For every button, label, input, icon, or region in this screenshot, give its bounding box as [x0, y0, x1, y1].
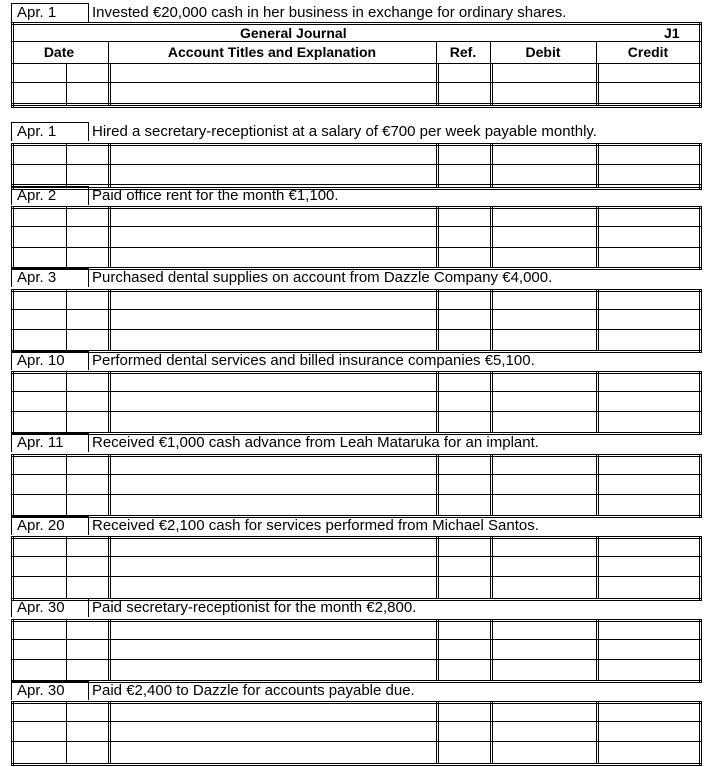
- entry-col-divider-inner: [492, 371, 493, 432]
- transaction-description: Paid office rent for the month €1,100.: [92, 187, 339, 204]
- entry-col-divider: [596, 701, 597, 763]
- transaction-box-divider: [88, 3, 89, 22]
- entry-col-divider-inner: [598, 289, 599, 350]
- grid-left-border-inner: [13, 143, 14, 190]
- grid-right-border: [701, 701, 702, 766]
- entry-col-divider: [596, 371, 597, 432]
- entry-col-divider-inner: [438, 206, 439, 267]
- header-col-divider: [596, 41, 597, 63]
- entry-col-divider-inner: [438, 454, 439, 515]
- transaction-box-left: [11, 268, 12, 287]
- col-header-account: Account Titles and Explanation: [167, 44, 377, 60]
- entry-col-divider: [490, 289, 491, 350]
- entry-col-divider-inner: [492, 536, 493, 598]
- entry-col-divider: [596, 206, 597, 267]
- entry-col-divider: [490, 371, 491, 432]
- entry-col-divider: [436, 454, 437, 515]
- grid-left-border: [11, 619, 12, 683]
- entry-col-divider-inner: [110, 289, 111, 350]
- transaction-description: Purchased dental supplies on account from Dazzle Company €4,000.: [92, 269, 553, 286]
- entry-col-divider: [436, 701, 437, 763]
- entry-col-divider: [596, 289, 597, 350]
- transaction-description: Invested €20,000 cash in her business in exchange for ordinary shares.: [92, 4, 567, 21]
- entry-col-divider-inner: [492, 454, 493, 515]
- grid-bottom-border: [11, 350, 701, 351]
- entry-col-divider: [436, 371, 437, 432]
- entry-col-divider-inner: [492, 206, 493, 267]
- grid-right-border-inner: [699, 22, 700, 108]
- transaction-description: Paid €2,400 to Dazzle for accounts payable due.: [92, 682, 415, 699]
- grid-right-border: [701, 619, 702, 683]
- transaction-box-left: [11, 122, 12, 141]
- entry-col-divider: [436, 536, 437, 598]
- entry-col-divider: [108, 701, 109, 763]
- grid-right-border: [701, 22, 702, 108]
- transaction-description: Received €2,100 cash for services performed from Michael Santos.: [92, 517, 539, 534]
- grid-right-border: [701, 371, 702, 435]
- header-col-divider: [436, 41, 437, 63]
- transaction-box-left: [11, 351, 12, 370]
- grid-left-border-inner: [13, 454, 14, 518]
- transaction-box-divider: [88, 122, 89, 141]
- entry-col-divider: [66, 371, 67, 432]
- col-header-date: Date: [43, 44, 75, 60]
- grid-bottom-border: [11, 680, 701, 681]
- entry-col-divider-inner: [492, 701, 493, 763]
- header-col-divider: [108, 41, 109, 63]
- entry-col-divider: [436, 63, 437, 105]
- transaction-box-divider: [88, 598, 89, 617]
- entry-col-divider-inner: [438, 289, 439, 350]
- grid-left-border: [11, 206, 12, 270]
- entry-col-divider-inner: [598, 63, 599, 105]
- header-row-line: [11, 41, 701, 42]
- entry-col-divider-inner: [110, 701, 111, 763]
- grid-right-border: [701, 143, 702, 190]
- entry-col-divider-inner: [110, 454, 111, 515]
- transaction-box-divider: [88, 433, 89, 452]
- transaction-box-divider: [88, 351, 89, 370]
- journal-page-ref: J1: [664, 25, 680, 41]
- entry-col-divider: [108, 454, 109, 515]
- grid-bottom-border-inner: [11, 107, 701, 108]
- entry-col-divider: [108, 536, 109, 598]
- grid-right-border: [701, 454, 702, 518]
- grid-right-border-inner: [699, 143, 700, 190]
- grid-left-border: [11, 371, 12, 435]
- transaction-description: Paid secretary-receptionist for the month €2,800.: [92, 599, 417, 616]
- entry-col-divider: [490, 454, 491, 515]
- grid-bottom-border-inner: [11, 765, 701, 766]
- transaction-date: Apr. 3: [17, 269, 57, 286]
- transaction-box-left: [11, 681, 12, 700]
- grid-left-border-inner: [13, 701, 14, 766]
- entry-col-divider: [108, 63, 109, 105]
- grid-top-border: [11, 22, 701, 23]
- header-col-divider: [490, 41, 491, 63]
- entry-col-divider: [596, 619, 597, 680]
- grid-right-border-inner: [699, 371, 700, 435]
- entry-col-divider: [436, 289, 437, 350]
- grid-top-border-inner: [11, 24, 701, 25]
- entry-col-divider-inner: [598, 454, 599, 515]
- transaction-date: Apr. 2: [17, 187, 57, 204]
- transaction-box-divider: [88, 186, 89, 205]
- entry-col-divider-inner: [598, 619, 599, 680]
- transaction-date: Apr. 30: [17, 599, 65, 616]
- transaction-box-divider: [88, 681, 89, 700]
- entry-col-divider: [108, 206, 109, 267]
- entry-col-divider-inner: [492, 289, 493, 350]
- grid-right-border-inner: [699, 619, 700, 683]
- transaction-description: Hired a secretary-receptionist at a salary of €700 per week payable monthly.: [92, 123, 597, 140]
- entry-col-divider: [66, 289, 67, 350]
- grid-right-border: [701, 206, 702, 270]
- entry-col-divider-inner: [492, 63, 493, 105]
- transaction-date: Apr. 10: [17, 352, 65, 369]
- entry-col-divider-inner: [110, 619, 111, 680]
- entry-col-divider: [66, 63, 67, 105]
- entry-col-divider: [490, 619, 491, 680]
- grid-right-border-inner: [699, 536, 700, 601]
- transaction-box-left: [11, 516, 12, 535]
- entry-col-divider-inner: [598, 143, 599, 187]
- transaction-box-left: [11, 186, 12, 205]
- grid-right-border-inner: [699, 206, 700, 270]
- entry-col-divider: [66, 206, 67, 267]
- transaction-description: Received €1,000 cash advance from Leah Mataruka for an implant.: [92, 434, 539, 451]
- grid-right-border-inner: [699, 454, 700, 518]
- grid-left-border-inner: [13, 371, 14, 435]
- grid-left-border: [11, 536, 12, 601]
- entry-col-divider-inner: [110, 63, 111, 105]
- entry-col-divider: [66, 143, 67, 187]
- grid-bottom-border: [11, 105, 701, 106]
- transaction-date: Apr. 30: [17, 682, 65, 699]
- entry-col-divider: [436, 206, 437, 267]
- entry-col-divider: [436, 143, 437, 187]
- entry-col-divider-inner: [438, 536, 439, 598]
- grid-right-border: [701, 536, 702, 601]
- entry-col-divider: [490, 536, 491, 598]
- entry-col-divider: [66, 619, 67, 680]
- entry-col-divider: [596, 143, 597, 187]
- grid-bottom-border: [11, 763, 701, 764]
- entry-col-divider: [596, 454, 597, 515]
- transaction-description: Performed dental services and billed insurance companies €5,100.: [92, 352, 535, 369]
- grid-bottom-border: [11, 432, 701, 433]
- entry-col-divider-inner: [110, 371, 111, 432]
- grid-left-border-inner: [13, 289, 14, 353]
- transaction-box-divider: [88, 268, 89, 287]
- entry-col-divider: [108, 619, 109, 680]
- entry-col-divider: [596, 536, 597, 598]
- entry-col-divider: [436, 619, 437, 680]
- grid-left-border: [11, 289, 12, 353]
- grid-right-border-inner: [699, 701, 700, 766]
- entry-col-divider: [490, 63, 491, 105]
- entry-col-divider-inner: [110, 206, 111, 267]
- entry-col-divider-inner: [110, 536, 111, 598]
- grid-left-border: [11, 22, 12, 108]
- col-header-ref: Ref.: [449, 44, 477, 60]
- entry-col-divider-inner: [598, 371, 599, 432]
- entry-col-divider-inner: [110, 143, 111, 187]
- grid-left-border-inner: [13, 619, 14, 683]
- entry-col-divider: [490, 206, 491, 267]
- col-header-debit: Debit: [525, 44, 561, 60]
- grid-left-border-inner: [13, 22, 14, 108]
- entry-col-divider-inner: [438, 701, 439, 763]
- transaction-date: Apr. 1: [17, 123, 57, 140]
- entry-col-divider: [108, 371, 109, 432]
- entry-col-divider-inner: [438, 371, 439, 432]
- entry-col-divider-inner: [492, 619, 493, 680]
- journal-title: General Journal: [240, 25, 347, 41]
- transaction-date: Apr. 20: [17, 517, 65, 534]
- grid-left-border-inner: [13, 206, 14, 270]
- entry-col-divider-inner: [492, 143, 493, 187]
- transaction-box-left: [11, 433, 12, 452]
- entry-col-divider: [108, 289, 109, 350]
- entry-col-divider: [66, 701, 67, 763]
- grid-left-border: [11, 454, 12, 518]
- transaction-box-divider: [88, 516, 89, 535]
- transaction-box-left: [11, 598, 12, 617]
- entry-col-divider: [490, 701, 491, 763]
- entry-col-divider-inner: [598, 536, 599, 598]
- transaction-date: Apr. 1: [17, 4, 57, 21]
- entry-col-divider-inner: [438, 619, 439, 680]
- grid-right-border: [701, 289, 702, 353]
- grid-left-border: [11, 143, 12, 190]
- entry-col-divider-inner: [438, 63, 439, 105]
- grid-bottom-border: [11, 267, 701, 268]
- entry-col-divider: [66, 454, 67, 515]
- grid-left-border: [11, 701, 12, 766]
- entry-col-divider: [490, 143, 491, 187]
- transaction-box-left: [11, 3, 12, 22]
- entry-col-divider-inner: [598, 701, 599, 763]
- grid-left-border-inner: [13, 536, 14, 601]
- transaction-date: Apr. 11: [17, 434, 64, 451]
- entry-col-divider-inner: [598, 206, 599, 267]
- entry-col-divider: [108, 143, 109, 187]
- entry-col-divider-inner: [438, 143, 439, 187]
- col-header-credit: Credit: [627, 44, 669, 60]
- entry-col-divider: [596, 63, 597, 105]
- grid-bottom-border: [11, 515, 701, 516]
- entry-col-divider: [66, 536, 67, 598]
- grid-right-border-inner: [699, 289, 700, 353]
